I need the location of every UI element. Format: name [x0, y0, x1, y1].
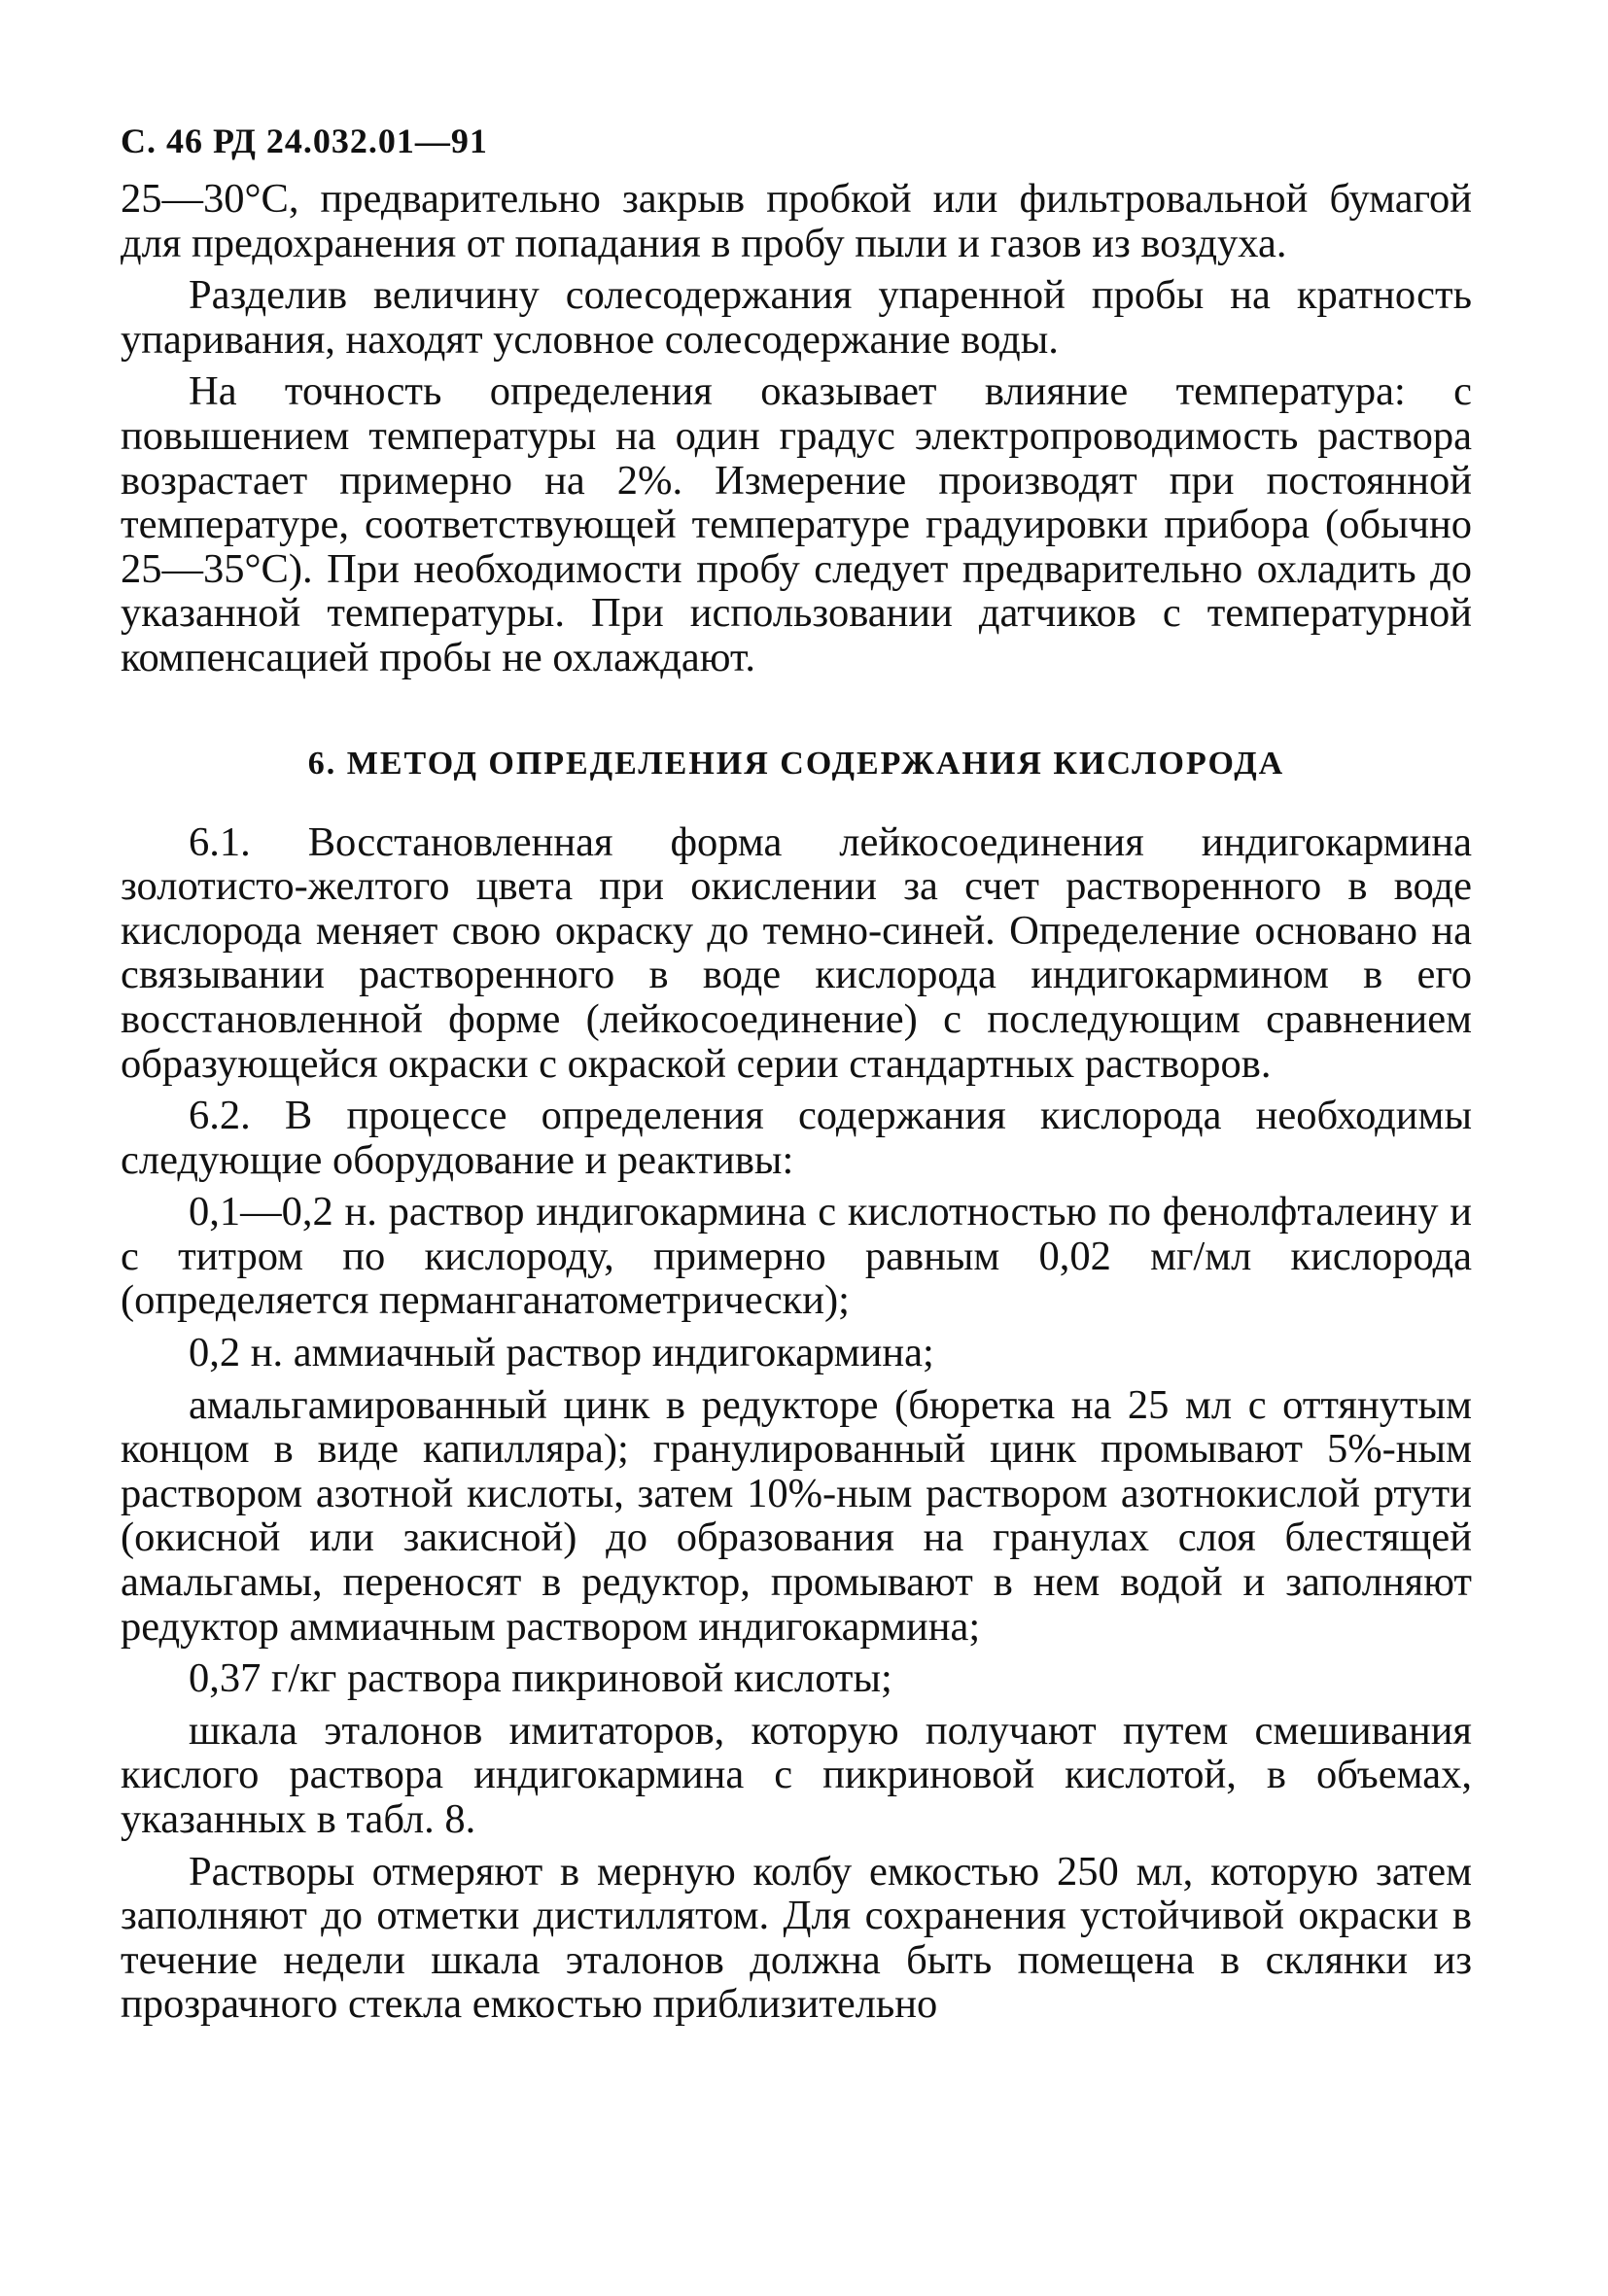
list-item-ammonia-solution: 0,2 н. аммиачный раствор индигокармина; — [189, 1330, 934, 1376]
paragraph-salinity: Разделив величину солесодержания упаренной пробы на кратность упаривания, находят условное солесодержание воды. — [121, 272, 1472, 363]
list-item-standard-scale: шкала эталонов имитаторов, которую получают путем смешивания кислого раствора индигокармина с пикриновой кислотой, в объемах, указанных в табл. 8. — [121, 1707, 1472, 1842]
paragraph-solutions: Растворы отмеряют в мерную колбу емкостью 250 мл, которую затем заполняют до отметки дистиллятом. Для сохранения устойчивой окраски в течение недели шкала эталонов должна быть помещена в склянки из прозрачного стекла емкостью приблизительно — [121, 1848, 1472, 2028]
list-item-amalgamated-zinc: амальгамированный цинк в редукторе (бюретка на 25 мл с оттянутым концом в виде капилляра); гранулированный цинк промывают 5%-ным раствором азотной кислоты, затем 10%-ным раствором азотнокислой ртути (окисной или закисной) до образования на гранулах слоя блестящей амальгамы, переносят в редуктор, промывают в нем водой и заполняют редуктор аммиачным раствором индигокармина; — [121, 1381, 1472, 1650]
paragraph-6-1: 6.1. Восстановленная форма лейкосоединения индигокармина золотисто-желтого цвета при окислении за счет растворенного в воде кислорода меняет свою окраску до темно-синей. Определение основано на связывании растворенного в воде кислорода индигокармином в его восстановленной форме (лейкосоединение) с последующим сравнением образующейся окраски с окраской серии стандартных растворов. — [121, 818, 1472, 1087]
paragraph-continuation: 25—30°С, предварительно закрыв пробкой или фильтровальной бумагой для предохранения от попадания в пробу пыли и газов из воздуха. — [121, 176, 1472, 266]
section-heading: 6. МЕТОД ОПРЕДЕЛЕНИЯ СОДЕРЖАНИЯ КИСЛОРОДА — [307, 745, 1285, 782]
list-item-picric-acid: 0,37 г/кг раствора пикриновой кислоты; — [189, 1655, 892, 1702]
document-page — [121, 117, 1472, 2035]
list-item-indigo-solution: 0,1—0,2 н. раствор индигокармина с кислотностью по фенолфталеину и с титром по кислороду, примерно равным 0,02 мг/мл кислорода (определяется перманганатометрически); — [121, 1189, 1472, 1324]
running-header: С. 46 РД 24.032.01—91 — [121, 122, 488, 160]
paragraph-temperature: На точность определения оказывает влияние температура: с повышением температуры на один градус электропроводимость раствора возрастает примерно на 2%. Измерение производят при постоянной температуре, соответствующей температуре градуировки прибора (обычно 25—35°С). При необходимости пробу следует предварительно охладить до указанной температуры. При использовании датчиков с температурной компенсацией пробы не охлаждают. — [121, 368, 1472, 680]
paragraph-6-2: 6.2. В процессе определения содержания кислорода необходимы следующие оборудование и реактивы: — [121, 1093, 1472, 1183]
